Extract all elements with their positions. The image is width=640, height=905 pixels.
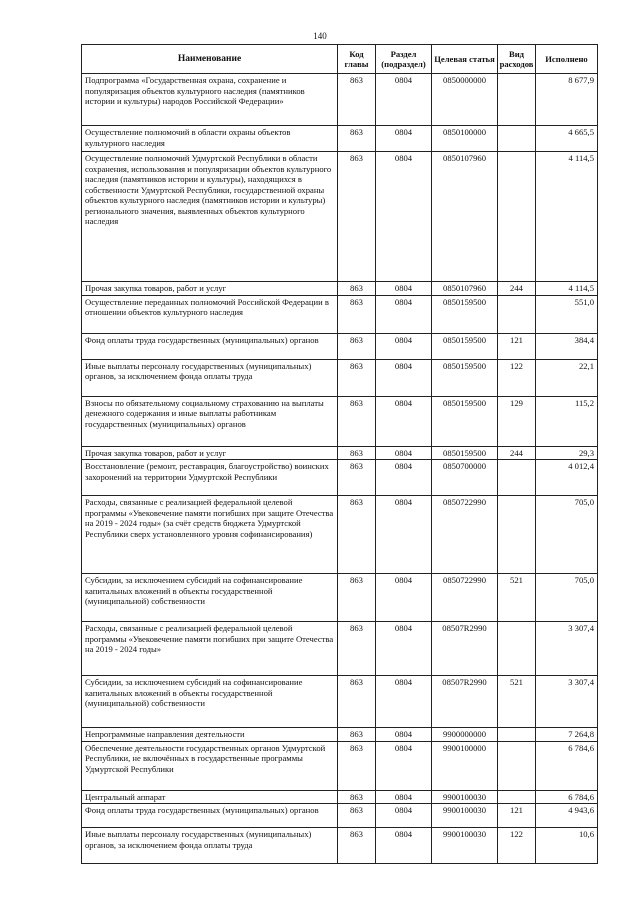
row-type: 244: [498, 446, 536, 460]
row-code: 863: [338, 828, 376, 864]
row-name: Иные выплаты персоналу государственных (муниципальных) органов, за исключением фонда оплаты труда: [82, 828, 338, 864]
table-row: [82, 574, 598, 622]
row-code: 863: [338, 152, 376, 282]
table-row: [82, 359, 598, 396]
row-type: 121: [498, 333, 536, 359]
page-number: 140: [313, 31, 327, 41]
table-header: [82, 45, 598, 74]
row-type: [498, 74, 536, 126]
row-type: 521: [498, 574, 536, 622]
row-target: 0850159500: [432, 359, 498, 396]
row-section: 0804: [376, 446, 432, 460]
header-name: Наименование: [82, 45, 338, 74]
row-target: 9900100030: [432, 790, 498, 804]
table-body: [82, 74, 598, 864]
header-target: Целевая статья: [432, 45, 498, 74]
table-row: [82, 804, 598, 828]
row-code: 863: [338, 359, 376, 396]
row-code: 863: [338, 496, 376, 574]
row-executed: 22,1: [536, 359, 598, 396]
row-target: 0850107960: [432, 282, 498, 296]
row-type: 121: [498, 804, 536, 828]
row-section: 0804: [376, 74, 432, 126]
row-code: 863: [338, 282, 376, 296]
table-row: [82, 790, 598, 804]
row-section: 0804: [376, 126, 432, 152]
row-code: 863: [338, 790, 376, 804]
row-name: Подпрограмма «Государственная охрана, сохранение и популяризация объектов культурного наследия (памятников истории и культуры) народов Российской Федерации»: [82, 74, 338, 126]
table-row: [82, 728, 598, 742]
row-code: 863: [338, 676, 376, 728]
row-section: 0804: [376, 396, 432, 446]
table-row: [82, 295, 598, 333]
row-name: Непрограммные направления деятельности: [82, 728, 338, 742]
row-executed: 705,0: [536, 574, 598, 622]
row-section: 0804: [376, 574, 432, 622]
row-executed: 4 012,4: [536, 460, 598, 496]
row-code: 863: [338, 622, 376, 676]
row-section: 0804: [376, 295, 432, 333]
row-section: 0804: [376, 460, 432, 496]
row-target: 0850722990: [432, 496, 498, 574]
row-name: Иные выплаты персоналу государственных (муниципальных) органов, за исключением фонда оплаты труда: [82, 359, 338, 396]
row-section: 0804: [376, 741, 432, 790]
row-target: 0850159500: [432, 333, 498, 359]
row-code: 863: [338, 126, 376, 152]
row-target: 0850700000: [432, 460, 498, 496]
table-row: [82, 828, 598, 864]
row-executed: 4 114,5: [536, 282, 598, 296]
table-row: [82, 126, 598, 152]
table-row: [82, 741, 598, 790]
row-executed: 10,6: [536, 828, 598, 864]
row-target: 08507R2990: [432, 676, 498, 728]
row-type: 521: [498, 676, 536, 728]
row-executed: 551,0: [536, 295, 598, 333]
row-target: 0850100000: [432, 126, 498, 152]
row-executed: 4 114,5: [536, 152, 598, 282]
row-target: 0850159500: [432, 295, 498, 333]
row-name: Обеспечение деятельности государственных органов Удмуртской Республики, не включённых в государственные программы Удмуртской Республики: [82, 741, 338, 790]
row-name: Взносы по обязательному социальному страхованию на выплаты денежного содержания и иные выплаты работникам государственных (муниципальных) органов: [82, 396, 338, 446]
row-target: 08507R2990: [432, 622, 498, 676]
row-type: [498, 790, 536, 804]
table-row: [82, 333, 598, 359]
row-section: 0804: [376, 622, 432, 676]
row-target: 0850107960: [432, 152, 498, 282]
row-executed: 384,4: [536, 333, 598, 359]
row-type: [498, 460, 536, 496]
row-section: 0804: [376, 282, 432, 296]
row-type: [498, 126, 536, 152]
row-target: 9900100000: [432, 741, 498, 790]
row-type: [498, 728, 536, 742]
row-type: [498, 622, 536, 676]
row-target: 9900100030: [432, 804, 498, 828]
row-name: Осуществление полномочий Удмуртской Республики в области сохранения, использования и популяризации объектов культурного наследия (памятников истории и культуры), находящихся в собственности Удмуртской Республики, государственной охраны объектов культурного наследия (памятников истории и культуры) регионального значения, выявленных объектов культурного наследия: [82, 152, 338, 282]
row-code: 863: [338, 396, 376, 446]
row-target: 9900100030: [432, 828, 498, 864]
row-executed: 3 307,4: [536, 622, 598, 676]
row-executed: 8 677,9: [536, 74, 598, 126]
row-section: 0804: [376, 359, 432, 396]
row-name: Осуществление переданных полномочий Российской Федерации в отношении объектов культурного наследия: [82, 295, 338, 333]
row-name: Прочая закупка товаров, работ и услуг: [82, 282, 338, 296]
row-code: 863: [338, 741, 376, 790]
row-name: Расходы, связанные с реализацией федеральной целевой программы «Увековечение памяти погибших при защите Отечества на 2019 - 2024 годы»: [82, 622, 338, 676]
row-section: 0804: [376, 728, 432, 742]
row-executed: 4 943,6: [536, 804, 598, 828]
table-row: [82, 282, 598, 296]
row-section: 0804: [376, 790, 432, 804]
row-name: Расходы, связанные с реализацией федеральной целевой программы «Увековечение памяти погибших при защите Отечества на 2019 - 2024 годы» (за счёт средств бюджета Удмуртской Республики сверх установленного уровня софинансирования): [82, 496, 338, 574]
row-type: [498, 152, 536, 282]
row-type: [498, 741, 536, 790]
header-type: Вид расходов: [498, 45, 536, 74]
row-code: 863: [338, 446, 376, 460]
row-executed: 6 784,6: [536, 741, 598, 790]
row-executed: 3 307,4: [536, 676, 598, 728]
row-section: 0804: [376, 828, 432, 864]
row-type: 244: [498, 282, 536, 296]
row-executed: 115,2: [536, 396, 598, 446]
row-name: Прочая закупка товаров, работ и услуг: [82, 446, 338, 460]
row-section: 0804: [376, 333, 432, 359]
budget-table: [81, 44, 598, 864]
table-row: [82, 676, 598, 728]
row-name: Субсидии, за исключением субсидий на софинансирование капитальных вложений в объекты государственной (муниципальной) собственности: [82, 676, 338, 728]
table-row: [82, 152, 598, 282]
row-target: 0850000000: [432, 74, 498, 126]
row-name: Фонд оплаты труда государственных (муниципальных) органов: [82, 804, 338, 828]
row-executed: 705,0: [536, 496, 598, 574]
row-executed: 29,3: [536, 446, 598, 460]
row-code: 863: [338, 728, 376, 742]
header-executed: Исполнено: [536, 45, 598, 74]
table-row: [82, 446, 598, 460]
row-executed: 7 264,8: [536, 728, 598, 742]
row-name: Восстановление (ремонт, реставрация, благоустройство) воинских захоронений на территории Удмуртской Республики: [82, 460, 338, 496]
row-target: 0850159500: [432, 396, 498, 446]
table-row: [82, 496, 598, 574]
header-code: Код главы: [338, 45, 376, 74]
row-target: 9900000000: [432, 728, 498, 742]
row-section: 0804: [376, 676, 432, 728]
row-target: 0850159500: [432, 446, 498, 460]
row-type: 122: [498, 359, 536, 396]
row-code: 863: [338, 804, 376, 828]
row-section: 0804: [376, 496, 432, 574]
row-code: 863: [338, 74, 376, 126]
row-executed: 4 665,5: [536, 126, 598, 152]
row-name: Осуществление полномочий в области охраны объектов культурного наследия: [82, 126, 338, 152]
row-name: Фонд оплаты труда государственных (муниципальных) органов: [82, 333, 338, 359]
table-row: [82, 74, 598, 126]
row-code: 863: [338, 295, 376, 333]
row-executed: 6 784,6: [536, 790, 598, 804]
header-section: Раздел (подраздел): [376, 45, 432, 74]
row-type: [498, 496, 536, 574]
row-type: 129: [498, 396, 536, 446]
table-row: [82, 622, 598, 676]
row-section: 0804: [376, 804, 432, 828]
row-code: 863: [338, 333, 376, 359]
row-section: 0804: [376, 152, 432, 282]
row-code: 863: [338, 460, 376, 496]
table-row: [82, 460, 598, 496]
table-row: [82, 396, 598, 446]
row-name: Субсидии, за исключением субсидий на софинансирование капитальных вложений в объекты государственной (муниципальной) собственности: [82, 574, 338, 622]
row-target: 0850722990: [432, 574, 498, 622]
row-type: 122: [498, 828, 536, 864]
row-type: [498, 295, 536, 333]
row-code: 863: [338, 574, 376, 622]
row-name: Центральный аппарат: [82, 790, 338, 804]
